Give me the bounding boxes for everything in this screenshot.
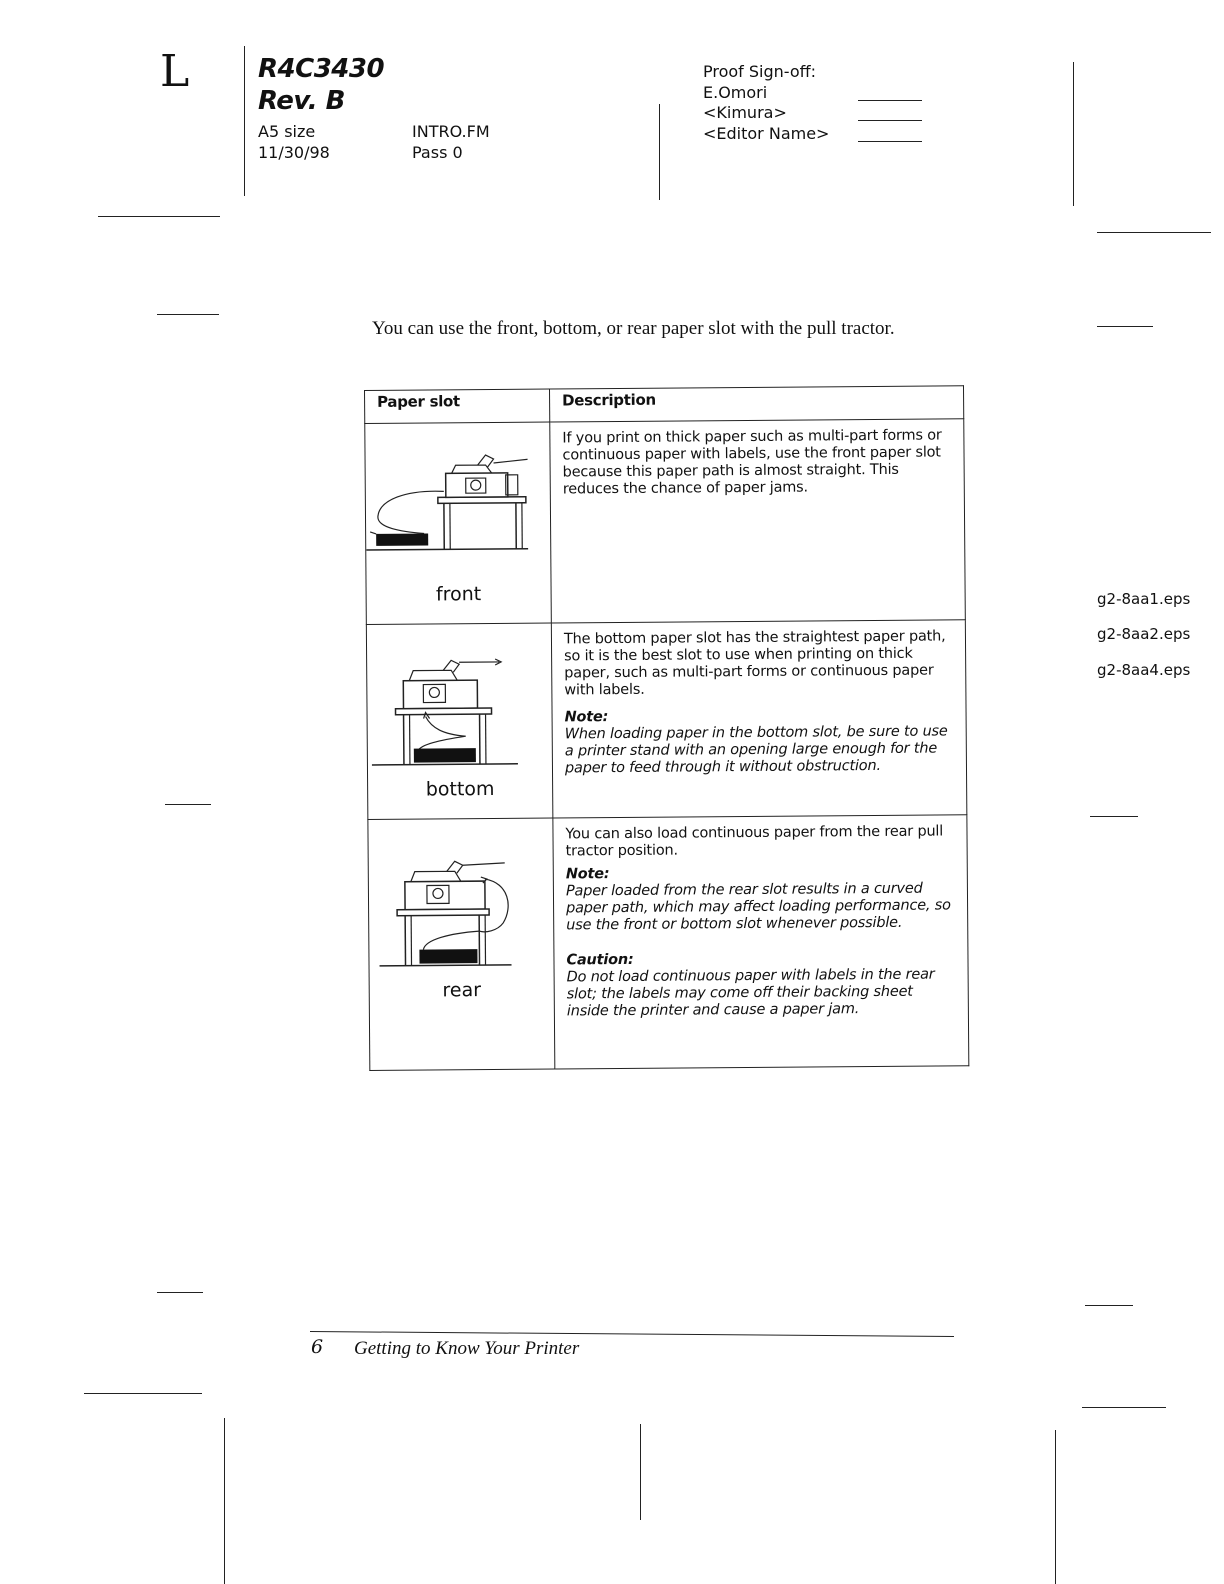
- column-header-paper-slot: Paper slot: [365, 389, 550, 423]
- proof-name: E.Omori: [703, 82, 768, 102]
- front-slot-cell: [365, 422, 552, 624]
- page-number: 6: [311, 1336, 324, 1358]
- rear-slot-description: [553, 815, 969, 1069]
- header-divider-middle: [659, 104, 660, 200]
- description-text: If you print on thick paper such as multi-part forms or continuous paper with labels, use the front paper slot because this paper path is almost straight. This reduces the chance of paper jams.: [562, 427, 942, 498]
- intro-paragraph: You can use the front, bottom, or rear paper slot with the pull tractor.: [372, 318, 895, 339]
- front-slot-printer-illustration: [365, 423, 528, 556]
- figure-file-label: g2-8aa2.eps: [1097, 625, 1191, 643]
- table-header-row: [365, 386, 964, 424]
- table-row: [366, 620, 967, 820]
- document-revision: Rev. B: [258, 86, 345, 116]
- front-slot-description: [550, 419, 966, 623]
- crop-mark: [165, 804, 211, 805]
- document-code: R4C3430: [258, 54, 385, 84]
- rear-slot-cell: [368, 818, 555, 1070]
- note-text: When loading paper in the bottom slot, be sure to use a printer stand with an opening large enough for the paper to feed through it without obstruction.: [564, 723, 948, 777]
- document-date: 11/30/98: [258, 143, 330, 162]
- table-row: [368, 815, 969, 1071]
- column-header-description: Description: [549, 386, 963, 422]
- signature-line: [858, 120, 922, 121]
- description-text: The bottom paper slot has the straightest paper path, so it is the best slot to use when printing on thick paper, such as multi-part forms or continuous paper with labels.: [563, 628, 946, 699]
- slot-label-bottom: bottom: [425, 777, 495, 801]
- crop-mark: [1085, 1305, 1133, 1306]
- footer-section-title: Getting to Know Your Printer: [354, 1338, 580, 1359]
- page-size: A5 size: [258, 122, 316, 141]
- description-text: You can also load continuous paper from the rear pull tractor position.: [565, 823, 944, 860]
- signature-line: [858, 100, 922, 101]
- crop-mark: [1055, 1430, 1056, 1584]
- file-name: INTRO.FM: [412, 122, 490, 141]
- crop-mark: [1082, 1407, 1166, 1408]
- slot-label-rear: rear: [442, 979, 482, 1002]
- bottom-slot-printer-illustration: [367, 624, 530, 771]
- crop-mark: [224, 1418, 225, 1584]
- bottom-slot-description: [551, 620, 967, 818]
- note-label: Note:: [564, 709, 609, 726]
- note-label: Note:: [565, 866, 610, 883]
- caution-text: Do not load continuous paper with labels in the rear slot; the labels may come off their backing sheet inside the printer and cause a paper jam.: [566, 966, 935, 1020]
- figure-file-label: g2-8aa1.eps: [1097, 590, 1191, 608]
- proof-name: <Kimura>: [703, 103, 787, 122]
- crop-mark: [1090, 816, 1138, 817]
- crop-mark: [84, 1393, 202, 1394]
- table-row: [365, 419, 966, 625]
- rear-slot-printer-illustration: [368, 819, 531, 970]
- header-divider-right: [1073, 62, 1074, 206]
- crop-mark: [640, 1424, 641, 1520]
- crop-mark: [1097, 232, 1211, 233]
- crop-mark: [1097, 326, 1153, 327]
- bottom-slot-cell: [366, 623, 553, 819]
- proof-sign-off: [703, 62, 829, 144]
- pass-number: Pass 0: [412, 143, 463, 162]
- proof-title: Proof Sign-off:: [703, 62, 817, 81]
- signature-line: [858, 141, 922, 142]
- crop-mark: [157, 1292, 203, 1293]
- footer-rule: [310, 1331, 954, 1337]
- paper-slot-table: [364, 385, 969, 1071]
- note-text: Paper loaded from the rear slot results in a curved paper path, which may affect loading performance, so use the front or bottom slot whenever possible.: [565, 880, 951, 934]
- proof-name: <Editor Name>: [703, 123, 830, 143]
- side-letter: L: [160, 46, 190, 97]
- header-divider-left: [244, 46, 245, 196]
- crop-mark: [98, 216, 220, 217]
- crop-mark: [157, 314, 219, 315]
- slot-label-front: front: [435, 583, 482, 606]
- figure-file-label: g2-8aa4.eps: [1097, 661, 1191, 679]
- caution-label: Caution:: [566, 951, 634, 969]
